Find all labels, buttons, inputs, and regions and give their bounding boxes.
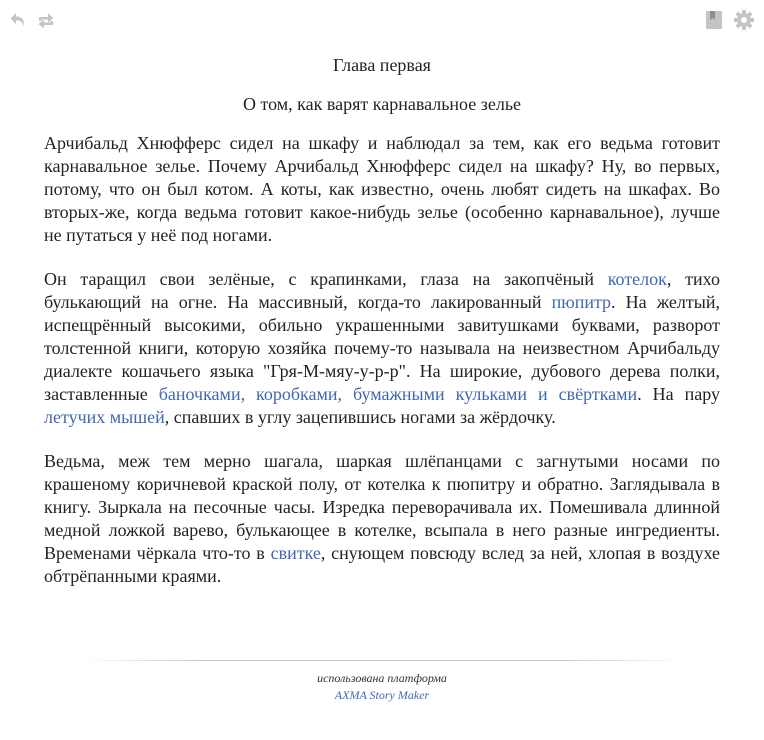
paragraph-2-text: , тихо булькающий на огне. На массивный, когда-то лакированный: [44, 269, 720, 312]
footer: [0, 670, 764, 704]
paragraph-2-text: . На желтый, испещрённый высокими, обильно украшенными завитушками буквами, разворот толстенной книги, которую хозяйка почему-то называла на неизвестном Арчибальду диалекте кошачьего языка "Гря-М-мяу-у-р-р". На широкие, дубового дерева полки, заставленные: [44, 292, 720, 404]
paragraph-3-text: Ведьма, меж тем мерно шагала, шаркая шлёпанцами с загнутыми носами по крашеному коричневой краской полу, от котелка к пюпитру и обратно. Заглядывала в книгу. Зыркала на песочные часы. Изредка переворачивала их. Помешивала длинной медной ложкой варево, булькающее в котелке, всыпала в него разные ингредиенты. Временами чёркала что-то в: [44, 451, 720, 563]
paragraph-2-text: . На пару: [637, 384, 721, 404]
redo-cycle-icon: [36, 10, 56, 30]
paragraph-2-text: Он таращил свои зелёные, с крапинками, глаза на закопчёный: [44, 269, 608, 289]
chapter-title: Глава первая: [333, 55, 431, 75]
bookmark-button[interactable]: [702, 8, 726, 32]
link-kotelok[interactable]: котелок: [607, 269, 667, 289]
gear-icon: [733, 9, 755, 31]
link-letuchie-myshi[interactable]: летучих мышей: [44, 407, 165, 427]
link-banochki[interactable]: баночками, коробками, бумажными кульками и свёртками: [158, 384, 638, 404]
footer-divider: [80, 660, 684, 661]
platform-link[interactable]: AXMA Story Maker: [334, 688, 430, 702]
paragraph-3: [44, 450, 720, 588]
link-svitok[interactable]: свитке: [270, 543, 321, 563]
footer-made-with: использована платформа: [317, 671, 447, 685]
toolbar: [0, 0, 764, 40]
paragraph-2: [44, 268, 720, 429]
chapter-subtitle: О том, как варят карнавальное зелье: [242, 94, 522, 114]
paragraph-2-text: , спавших в углу зацепившись ногами за жёрдочку.: [164, 407, 556, 427]
settings-button[interactable]: [732, 8, 756, 32]
paragraph-1: Арчибальд Хнюфферс сидел на шкафу и наблюдал за тем, как его ведьма готовит карнавальное зелье. Почему Арчибальд Хнюфферс сидел на шкафу? Ну, во первых, потому, что он был котом. А коты, как известно, очень любят сидеть на шкафах. Во вторых-же, когда ведьма готовит какое-нибудь зелье (особенно карнавальное), лучше не путаться у неё под ногами.: [44, 133, 720, 245]
bookmark-icon: [704, 9, 724, 31]
link-pyupitr[interactable]: пюпитр: [551, 292, 612, 312]
redo-button[interactable]: [34, 8, 58, 32]
story-passage: [44, 54, 720, 609]
undo-button[interactable]: [6, 8, 30, 32]
undo-arrow-icon: [8, 10, 28, 30]
paragraph-3-text: , снующем повсюду вслед за ней, хлопая в воздухе обтрёпанными краями.: [44, 543, 720, 586]
